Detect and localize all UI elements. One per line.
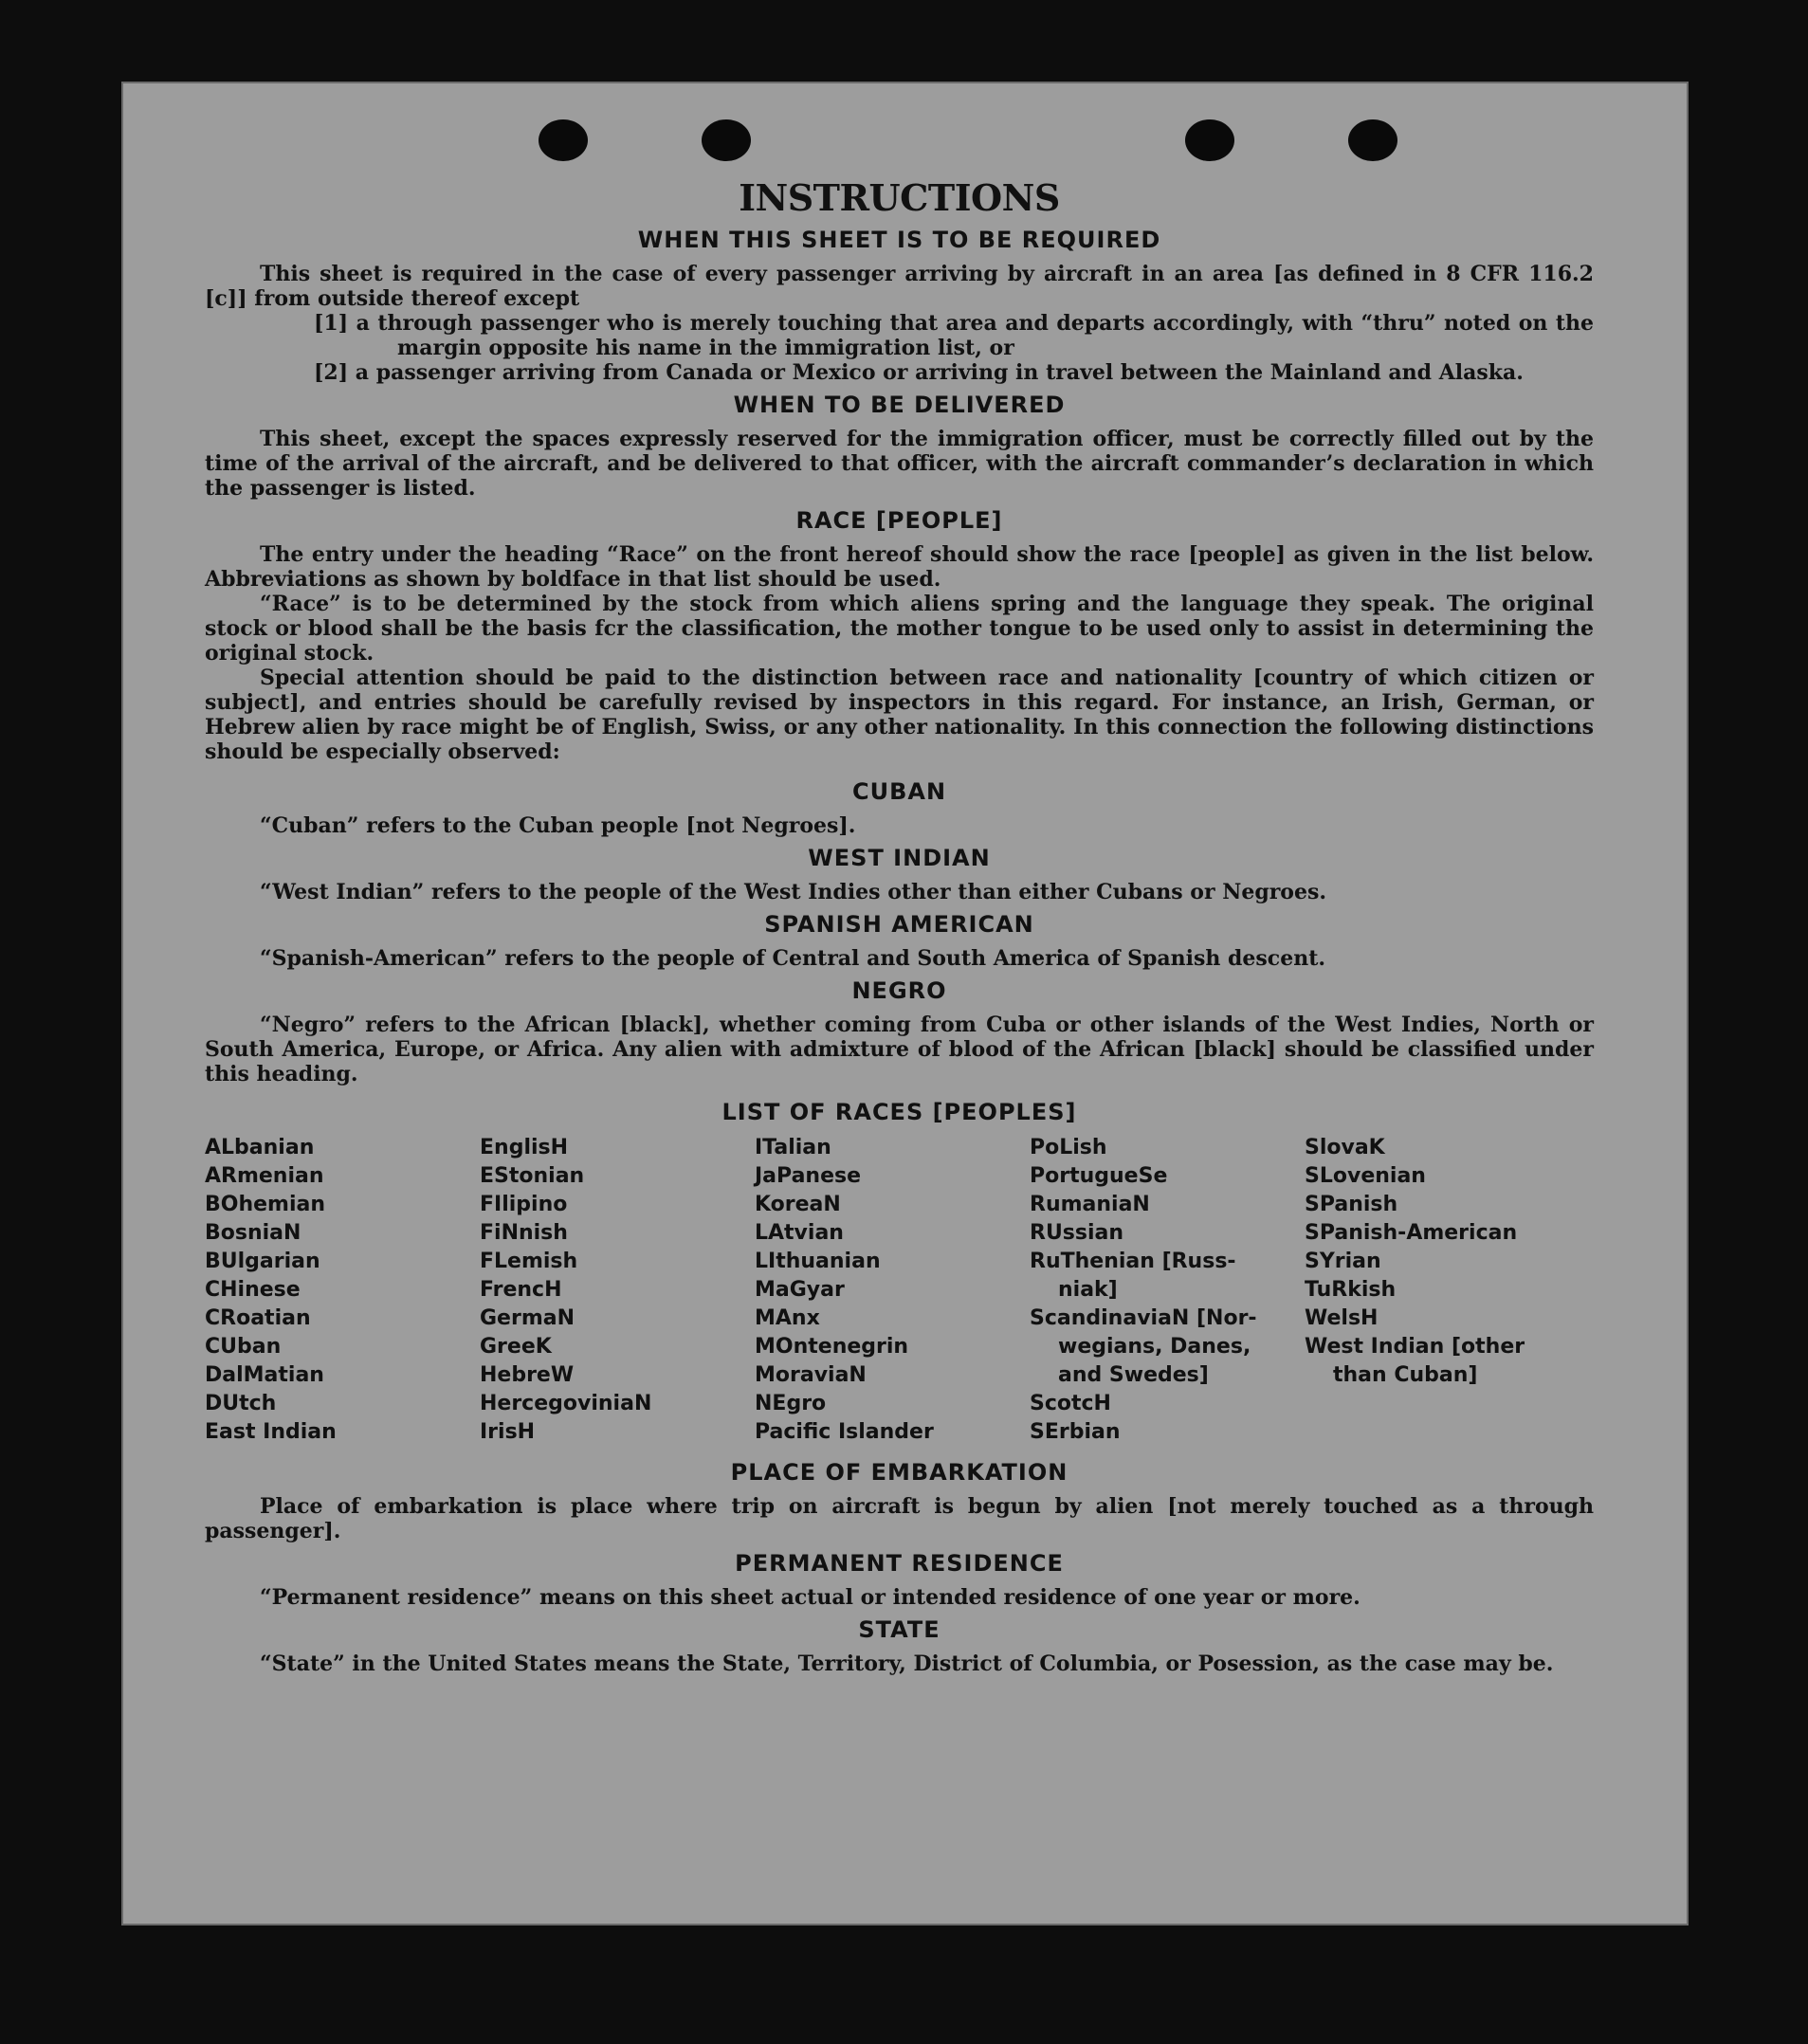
race-entry: GermaN	[480, 1306, 575, 1330]
race-entry: SErbian	[1030, 1420, 1121, 1444]
race-paragraph: “Race” is to be determined by the stock from which aliens spring and the language they speak. The original stock or blood shall be the basis fcr the classification, the mother tongue to be used only to assist in determining the original stock.	[205, 592, 1594, 666]
heading-when-required: WHEN THIS SHEET IS TO BE REQUIRED	[637, 227, 1161, 253]
race-entry: FiNnish	[480, 1221, 568, 1245]
races-column	[1030, 1134, 1305, 1447]
race-entry: DalMatian	[205, 1363, 324, 1387]
race-entry: BOhemian	[205, 1193, 326, 1216]
race-entry: ARmenian	[205, 1164, 324, 1188]
races-list	[205, 1134, 1594, 1447]
race-entry: LAtvian	[755, 1221, 844, 1245]
race-entry: and Swedes]	[1058, 1363, 1209, 1387]
heading-west-indian: WEST INDIAN	[808, 845, 991, 871]
race-entry: DUtch	[205, 1392, 277, 1415]
heading-permanent-residence: PERMANENT RESIDENCE	[735, 1550, 1064, 1577]
race-entry: RUssian	[1030, 1221, 1124, 1245]
races-column	[755, 1134, 1030, 1447]
race-entry: ScotcH	[1030, 1392, 1111, 1415]
race-entry: BosniaN	[205, 1221, 301, 1245]
heading-spanish-american: SPANISH AMERICAN	[764, 911, 1034, 938]
punch-hole	[539, 119, 588, 161]
races-column	[1305, 1134, 1589, 1447]
race-entry: RuThenian [Russ-	[1030, 1250, 1236, 1273]
race-entry: FrencH	[480, 1278, 562, 1302]
race-entry: SPanish-American	[1305, 1221, 1518, 1245]
race-entry: SLovenian	[1305, 1164, 1426, 1188]
race-entry: MoraviaN	[755, 1363, 867, 1387]
race-entry: ScandinaviaN [Nor-	[1030, 1306, 1257, 1330]
race-entry: BUlgarian	[205, 1250, 320, 1273]
race-entry: CUban	[205, 1335, 282, 1359]
heading-cuban: CUBAN	[851, 778, 947, 805]
instruction-sheet	[121, 82, 1689, 1925]
race-entry: West Indian [other	[1305, 1335, 1525, 1359]
race-entry: KoreaN	[755, 1193, 841, 1216]
instructions-body	[205, 176, 1594, 1676]
race-entry: MOntenegrin	[755, 1335, 909, 1359]
race-entry: JaPanese	[755, 1164, 862, 1188]
spanish-american-text: “Spanish-American” refers to the people of Central and South America of Spanish descent.	[260, 946, 1326, 971]
heading-list-of-races: LIST OF RACES [PEOPLES]	[721, 1099, 1077, 1125]
race-entry: LIthuanian	[755, 1250, 881, 1273]
race-entry: SlovaK	[1305, 1136, 1385, 1159]
race-paragraph: Special attention should be paid to the distinction between race and nationality [country of which citizen or subject], and entries should be carefully revised by inspectors in this regard. For instance, an Irish, German, or Hebrew alien by race might be of English, Swiss, or any other nationality. In this connection the following distinctions should be especially observed:	[205, 666, 1594, 764]
race-entry: EStonian	[480, 1164, 585, 1188]
race-entry: RumaniaN	[1030, 1193, 1150, 1216]
state-text: “State” in the United States means the State, Territory, District of Columbia, or Posession, as the case may be.	[260, 1652, 1554, 1676]
permanent-residence-text: “Permanent residence” means on this sheet actual or intended residence of one year or more.	[260, 1585, 1361, 1610]
race-entry: MaGyar	[755, 1278, 845, 1302]
race-entry: than Cuban]	[1333, 1363, 1478, 1387]
race-entry: SYrian	[1305, 1250, 1381, 1273]
punch-hole	[702, 119, 751, 161]
race-entry: FLemish	[480, 1250, 578, 1273]
race-entry: WelsH	[1305, 1306, 1379, 1330]
exception-item-1: [1] a through passenger who is merely touching that area and departs accordingly, with “thru” noted on the margin opposite his name in the immigration list, or	[314, 311, 1594, 360]
race-entry: PortugueSe	[1030, 1164, 1168, 1188]
race-entry: FIlipino	[480, 1193, 568, 1216]
race-entry: IrisH	[480, 1420, 536, 1444]
exception-item-2: [2] a passenger arriving from Canada or Mexico or arriving in travel between the Mainland and Alaska.	[314, 360, 1524, 385]
race-entry: CRoatian	[205, 1306, 311, 1330]
heading-when-delivered: WHEN TO BE DELIVERED	[733, 392, 1066, 418]
race-entry: HercegoviniaN	[480, 1392, 652, 1415]
heading-race: RACE [PEOPLE]	[795, 507, 1003, 534]
race-entry: PoLish	[1030, 1136, 1107, 1159]
race-entry: East Indian	[205, 1420, 337, 1444]
race-entry: Pacific Islander	[755, 1420, 934, 1444]
punch-hole	[1348, 119, 1397, 161]
place-of-embarkation-text: Place of embarkation is place where trip on aircraft is begun by alien [not merely touched as a through passenger].	[205, 1494, 1594, 1543]
heading-state: STATE	[858, 1616, 941, 1643]
heading-place-of-embarkation: PLACE OF EMBARKATION	[730, 1459, 1068, 1486]
race-entry: HebreW	[480, 1363, 575, 1387]
race-entry: ITalian	[755, 1136, 831, 1159]
punch-hole	[1185, 119, 1234, 161]
race-entry: TuRkish	[1305, 1278, 1397, 1302]
heading-negro: NEGRO	[851, 977, 947, 1004]
race-entry: wegians, Danes,	[1058, 1335, 1251, 1359]
races-column	[205, 1134, 480, 1447]
race-paragraph: The entry under the heading “Race” on the front hereof should show the race [people] as given in the list below. Abbreviations as shown by boldface in that list should be used.	[205, 542, 1594, 592]
race-entry: niak]	[1058, 1278, 1118, 1302]
when-delivered-text: This sheet, except the spaces expressly reserved for the immigration officer, must be correctly filled out by the time of the arrival of the aircraft, and be delivered to that officer, with the aircraft commander’s declaration in which the passenger is listed.	[205, 427, 1594, 501]
race-entry: SPanish	[1305, 1193, 1398, 1216]
race-entry: EnglisH	[480, 1136, 569, 1159]
races-column	[480, 1134, 755, 1447]
negro-text: “Negro” refers to the African [black], whether coming from Cuba or other islands of the West Indies, North or South America, Europe, or Africa. Any alien with admixture of blood of the African [black] should be classified under this heading.	[205, 1013, 1594, 1086]
when-required-text: This sheet is required in the case of every passenger arriving by aircraft in an area [as defined in 8 CFR 116.2 [c]] from outside thereof except	[205, 262, 1594, 311]
race-entry: ALbanian	[205, 1136, 315, 1159]
race-entry: GreeK	[480, 1335, 552, 1359]
race-entry: CHinese	[205, 1278, 301, 1302]
cuban-text: “Cuban” refers to the Cuban people [not Negroes].	[260, 813, 856, 838]
race-entry: MAnx	[755, 1306, 820, 1330]
race-entry: NEgro	[755, 1392, 827, 1415]
page-title: INSTRUCTIONS	[739, 176, 1060, 219]
west-indian-text: “West Indian” refers to the people of the West Indies other than either Cubans or Negroes.	[260, 880, 1327, 904]
